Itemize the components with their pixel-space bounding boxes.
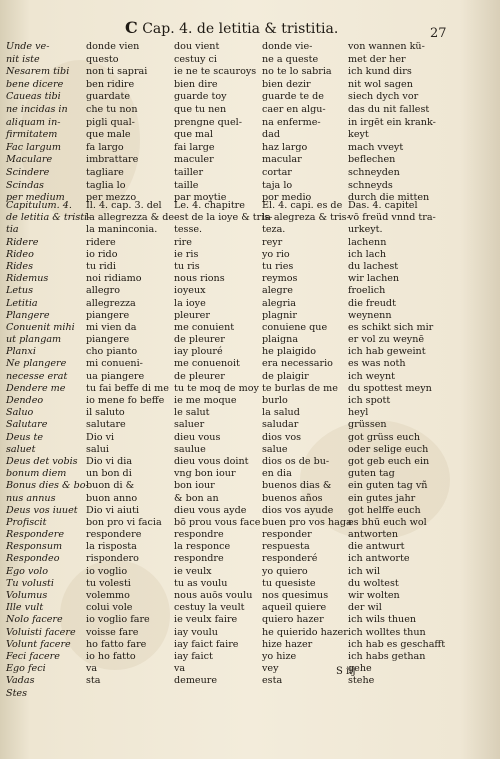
text-line: iay voulu: [174, 626, 218, 638]
text-line: ich wolltes thun: [348, 626, 426, 638]
text-line: ie ris: [174, 248, 199, 260]
text-line: plagnir: [262, 309, 297, 321]
text-line: donde vien: [86, 41, 140, 52]
text-line: yo quiero: [262, 565, 308, 577]
text-line: de letitia & tristi-: [6, 212, 91, 224]
text-line: nit wol sagen: [348, 78, 413, 90]
text-line: dieu vous ayde: [174, 504, 247, 516]
text-line: Maculare: [6, 154, 53, 166]
text-line: tu ris: [174, 260, 200, 272]
text-line: que tu nen: [174, 103, 227, 115]
text-line: respondre: [174, 529, 224, 541]
column-german: [348, 200, 446, 688]
text-line: keyt: [348, 129, 369, 141]
text-line: Ego volo: [6, 565, 49, 577]
text-line: no te lo sabria: [262, 66, 332, 78]
text-line: Planxi: [6, 346, 36, 358]
text-line: tesse.: [174, 224, 203, 236]
text-line: froelich: [348, 285, 386, 297]
column-italian: [86, 200, 175, 688]
text-line: aqueil quiere: [262, 602, 327, 614]
text-line: io voglio: [86, 565, 128, 577]
text-line: responderé: [262, 553, 318, 565]
text-line: saluer: [174, 419, 205, 431]
text-line: dios vos ayude: [262, 504, 334, 516]
text-line: Vadas: [6, 675, 35, 687]
text-line: Ego feci: [6, 663, 46, 675]
column-german: [348, 41, 436, 205]
text-line: Ne plangere: [6, 358, 67, 370]
text-line: plaigna: [262, 334, 299, 346]
text-line: la risposta: [86, 541, 137, 553]
text-line: ne incidas in: [6, 103, 68, 115]
text-line: schneyden: [348, 166, 400, 178]
text-line: ich hab geweint: [348, 346, 426, 358]
text-line: demeure: [174, 675, 218, 687]
text-line: nit iste: [6, 53, 40, 65]
text-line: conuiene que: [262, 321, 328, 333]
text-line: Letitia: [6, 297, 38, 309]
text-line: ich antworte: [348, 553, 410, 565]
text-line: caer en algu-: [262, 103, 326, 115]
text-line: le salut: [174, 407, 210, 419]
text-line: wir wolten: [348, 590, 400, 601]
text-line: un bon di: [86, 468, 132, 480]
pilcrow-initial: C: [125, 18, 138, 37]
text-line: buon di &: [86, 480, 135, 492]
text-line: he plaigido: [262, 346, 317, 358]
text-line: Voluisti facere: [6, 626, 76, 638]
text-line: Saluo: [6, 407, 34, 419]
text-line: wir lachen: [348, 273, 400, 285]
text-line: la maninconia.: [86, 224, 158, 236]
text-line: met der her: [348, 53, 406, 65]
text-line: fa largo: [86, 141, 124, 153]
text-line: rire: [174, 236, 192, 248]
text-line: mach vveyt: [348, 141, 404, 153]
text-line: antworten: [348, 529, 399, 541]
text-line: io mene fo beffe: [86, 395, 165, 406]
text-line: Rideo: [6, 248, 34, 260]
text-line: cestuy ci: [174, 53, 217, 65]
text-line: la salud: [262, 407, 300, 419]
text-line: cestuy la veult: [174, 602, 245, 614]
text-line: ie veulx faire: [174, 614, 238, 626]
text-line: dios vos: [262, 431, 302, 443]
text-line: es was noth: [348, 358, 406, 370]
text-line: grüssen: [348, 419, 387, 431]
text-line: hize hazer: [262, 638, 313, 650]
text-line: por medio: [262, 192, 312, 204]
text-line: nos quesimus: [262, 590, 329, 601]
text-line: tia: [6, 224, 19, 236]
text-line: ie ne te scauroys: [174, 66, 257, 78]
text-line: reyr: [262, 236, 283, 248]
text-line: bō prou vous face: [174, 516, 261, 528]
column-italian: [86, 41, 172, 205]
column-french: [174, 41, 260, 205]
text-line: dieu vous doint: [174, 455, 249, 467]
text-line: yo rio: [262, 248, 290, 260]
text-line: tailler: [174, 166, 204, 178]
text-line: Profiscit: [6, 516, 47, 528]
text-line: er vol zu weynē: [348, 334, 425, 346]
text-line: taglia lo: [86, 179, 126, 191]
text-line: siech dych vor: [348, 91, 419, 103]
text-line: donde vie-: [262, 41, 313, 52]
text-line: allegrezza: [86, 297, 136, 309]
text-line: Deus vos iuuet: [6, 504, 78, 516]
text-line: burlo: [262, 395, 288, 406]
text-line: Le. 4. chapitre: [174, 200, 245, 211]
text-line: El. 4. capi. es de: [262, 200, 343, 211]
text-line: lachenn: [348, 236, 387, 248]
text-line: piangere: [86, 334, 130, 346]
text-line: per mezzo: [86, 192, 137, 204]
text-line: la responce: [174, 541, 231, 553]
text-line: fai large: [174, 141, 215, 153]
text-line: Tu volusti: [6, 577, 54, 589]
text-line: noi ridiamo: [86, 273, 142, 285]
text-line: bonum diem: [6, 468, 67, 480]
signature-mark: S iij: [336, 666, 356, 677]
text-line: ben ridire: [86, 78, 135, 90]
text-line: de plaigir: [262, 370, 309, 382]
text-line: de pleurer: [174, 334, 225, 346]
text-line: te burlas de me: [262, 382, 338, 394]
text-line: Rides: [6, 260, 34, 272]
text-line: Ridere: [6, 236, 39, 248]
text-line: la ioye: [174, 297, 206, 309]
text-line: vng bon iour: [174, 468, 236, 480]
text-line: ich spott: [348, 395, 391, 406]
text-line: che tu non: [86, 103, 138, 115]
text-line: ioyeux: [174, 285, 206, 297]
text-line: il saluto: [86, 407, 125, 419]
text-line: tu ries: [262, 260, 294, 272]
text-line: der wil: [348, 602, 382, 614]
text-line: gehe: [348, 663, 372, 675]
text-line: durch die mitten: [348, 192, 430, 204]
text-line: de pleurer: [174, 370, 225, 382]
text-line: teza.: [262, 224, 286, 236]
text-line: per medium: [6, 192, 65, 204]
text-line: ho fatto fare: [86, 638, 147, 650]
text-line: tu quesiste: [262, 577, 316, 589]
text-line: saluet: [6, 443, 36, 455]
text-line: Dio vi: [86, 431, 115, 443]
column-spanish: [262, 200, 352, 688]
text-line: Il. 4. cap. 3. del: [86, 200, 162, 211]
text-line: Stes: [6, 687, 28, 699]
text-line: das du nit fallest: [348, 103, 430, 115]
text-line: io voglio fare: [86, 614, 150, 626]
column-latin: [6, 41, 78, 205]
text-line: que male: [86, 129, 131, 141]
text-line: alegria: [262, 297, 296, 309]
text-line: mi conueni-: [86, 358, 143, 370]
text-line: taille: [174, 179, 199, 191]
text-line: ie me moque: [174, 395, 237, 406]
text-line: volemmo: [86, 590, 130, 601]
text-line: dieu vous: [174, 431, 221, 443]
text-line: ich lach: [348, 248, 387, 260]
text-line: Plangere: [6, 309, 50, 321]
text-line: va: [174, 663, 186, 675]
text-line: saludar: [262, 419, 299, 431]
text-line: ich weynt: [348, 370, 396, 382]
chapter-title: Cap. 4. de letitia & tristitia.: [142, 21, 339, 37]
text-line: saulue: [174, 443, 206, 455]
text-line: got helffe euch: [348, 504, 421, 516]
text-line: cortar: [262, 166, 292, 178]
text-line: iay faict faire: [174, 638, 239, 650]
folio-number: 27: [430, 26, 447, 41]
text-line: allegro: [86, 285, 121, 297]
text-line: respuesta: [262, 541, 310, 553]
text-line: buon anno: [86, 492, 138, 504]
text-line: tu fai beffe di me: [86, 382, 169, 394]
text-line: va: [86, 663, 98, 675]
text-line: Nolo facere: [6, 614, 63, 626]
text-line: imbrattare: [86, 154, 139, 166]
column-spanish: [262, 41, 348, 205]
text-line: sta: [86, 675, 101, 687]
text-line: esta: [262, 675, 283, 687]
text-line: Scindas: [6, 179, 44, 191]
text-line: schneyds: [348, 179, 393, 191]
text-line: tu volesti: [86, 577, 131, 589]
text-line: Deus te: [6, 431, 44, 443]
text-line: heyl: [348, 407, 369, 419]
text-line: Dio vi dia: [86, 455, 133, 467]
text-line: Deus det vobis: [6, 455, 78, 467]
text-line: era necessario: [262, 358, 333, 370]
text-line: Scindere: [6, 166, 50, 178]
text-line: me conuient: [174, 321, 235, 333]
text-line: du spottest meyn: [348, 382, 432, 394]
text-line: bien dezir: [262, 78, 311, 90]
text-line: von wannen kü-: [348, 41, 425, 52]
text-line: Nesarem tibi: [6, 66, 70, 78]
text-line: Bonus dies & bo-: [6, 480, 89, 492]
running-header: [125, 18, 338, 37]
text-line: urkeyt.: [348, 224, 383, 236]
text-line: du lachest: [348, 260, 399, 272]
text-line: quiero hazer: [262, 614, 324, 626]
text-line: iay faict: [174, 650, 213, 662]
text-line: non ti saprai: [86, 66, 148, 78]
text-line: guardate: [86, 91, 131, 103]
text-line: bien dire: [174, 78, 218, 90]
text-line: pleurer: [174, 309, 210, 321]
text-line: yo hize: [262, 650, 297, 662]
text-line: bene dicere: [6, 78, 64, 90]
text-line: Ille vult: [6, 602, 44, 614]
text-line: que mal: [174, 129, 213, 141]
text-line: ut plangam: [6, 334, 62, 346]
text-line: voisse fare: [86, 626, 139, 638]
text-line: tagliare: [86, 166, 124, 178]
text-line: est de la ioye & tris-: [174, 212, 273, 224]
text-line: ein gutes jahr: [348, 492, 416, 504]
text-line: dou vient: [174, 41, 220, 52]
text-line: oder selige euch: [348, 443, 429, 455]
text-line: Dio vi aiuti: [86, 504, 140, 516]
text-line: responder: [262, 529, 312, 541]
text-line: taja lo: [262, 179, 293, 191]
text-line: Caueas tibi: [6, 91, 61, 103]
text-line: Dendere me: [6, 382, 66, 394]
text-line: macular: [262, 154, 302, 166]
text-line: firmitatem: [6, 129, 58, 141]
text-line: ich wils thuen: [348, 614, 417, 626]
text-line: alegre: [262, 285, 293, 297]
text-line: piangere: [86, 309, 130, 321]
text-line: he quierido hazer: [262, 626, 348, 638]
text-line: ich habs gethan: [348, 650, 426, 662]
text-line: beflechen: [348, 154, 396, 166]
text-line: cho pianto: [86, 346, 138, 358]
text-line: colui vole: [86, 602, 133, 614]
text-line: Capitulum. 4.: [6, 200, 72, 211]
text-line: maculer: [174, 154, 214, 166]
text-line: iay plouré: [174, 346, 223, 358]
text-line: Responsum: [6, 541, 63, 553]
text-line: ich wil: [348, 565, 381, 577]
text-line: tu ridi: [86, 260, 116, 272]
text-line: respondre: [174, 553, 224, 565]
text-line: buenos años: [262, 492, 323, 504]
text-line: die freudt: [348, 297, 396, 309]
text-line: necesse erat: [6, 370, 68, 382]
text-line: na enferme-: [262, 116, 321, 128]
text-line: ua piangere: [86, 370, 145, 382]
text-line: Unde ve-: [6, 41, 50, 52]
text-line: ein guten tag vñ: [348, 480, 428, 492]
text-line: la alegreza & tris-: [262, 212, 350, 224]
text-line: respondere: [86, 529, 142, 541]
text-line: tu te moq de moy: [174, 382, 259, 394]
text-line: guarde te de: [262, 91, 324, 103]
text-line: vey: [262, 663, 279, 675]
text-line: io rido: [86, 248, 118, 260]
text-line: aliquam in-: [6, 116, 61, 128]
text-line: Ridemus: [6, 273, 49, 285]
text-line: la allegrezza & de: [86, 212, 175, 224]
text-line: Salutare: [6, 419, 48, 431]
text-line: ich kund dirs: [348, 66, 412, 78]
text-line: buen pro vos haga: [262, 516, 352, 528]
text-line: vō freüd vnnd tra-: [348, 212, 436, 224]
text-line: salutare: [86, 419, 126, 431]
text-line: du woltest: [348, 577, 399, 589]
text-line: questo: [86, 53, 119, 65]
text-line: Conuenit mihi: [6, 321, 75, 333]
text-line: prengne quel-: [174, 116, 242, 128]
text-line: par moytie: [174, 192, 227, 204]
text-line: dad: [262, 129, 281, 141]
text-line: die antwurt: [348, 541, 405, 553]
text-line: reymos: [262, 273, 298, 285]
text-line: nous rions: [174, 273, 225, 285]
text-line: bon iour: [174, 480, 215, 492]
text-line: weynenn: [348, 309, 392, 321]
text-line: Feci facere: [6, 650, 60, 662]
text-line: en dia: [262, 468, 292, 480]
text-line: ne a queste: [262, 53, 319, 65]
text-line: stehe: [348, 675, 375, 687]
text-line: es bhū euch wol: [348, 516, 427, 528]
text-line: pigli qual-: [86, 116, 135, 128]
text-line: io ho fatto: [86, 650, 136, 662]
text-line: Das. 4. capitel: [348, 200, 418, 211]
text-line: Respondere: [6, 529, 65, 541]
text-line: me conuenoit: [174, 358, 240, 370]
text-line: salue: [262, 443, 288, 455]
text-line: Volumus: [6, 590, 48, 601]
text-line: Respondeo: [6, 553, 60, 565]
text-line: guten tag: [348, 468, 395, 480]
text-line: ich hab es geschafft: [348, 638, 446, 650]
text-line: nous auōs voulu: [174, 590, 253, 601]
column-latin: [6, 200, 91, 700]
text-line: Letus: [6, 285, 34, 297]
text-line: haz largo: [262, 141, 308, 153]
text-line: mi vien da: [86, 321, 137, 333]
text-line: Dendeo: [6, 395, 44, 406]
text-line: guarde toy: [174, 91, 227, 103]
text-line: & bon an: [174, 492, 219, 504]
text-line: bon pro vi facia: [86, 516, 162, 528]
text-line: dios os de bu-: [262, 455, 330, 467]
text-line: Fac largum: [6, 141, 61, 153]
text-line: es schikt sich mir: [348, 321, 434, 333]
text-line: buenos dias &: [262, 480, 332, 492]
text-line: in irgēt ein krank-: [348, 116, 436, 128]
text-line: ie veulx: [174, 565, 212, 577]
text-line: got geb euch ein: [348, 455, 430, 467]
text-line: ridere: [86, 236, 116, 248]
text-line: got grüss euch: [348, 431, 421, 443]
text-line: Volunt facere: [6, 638, 71, 650]
text-line: nus annus: [6, 492, 56, 504]
text-line: tu as voulu: [174, 577, 228, 589]
text-line: rispondero: [86, 553, 139, 565]
text-line: salui: [86, 443, 109, 455]
